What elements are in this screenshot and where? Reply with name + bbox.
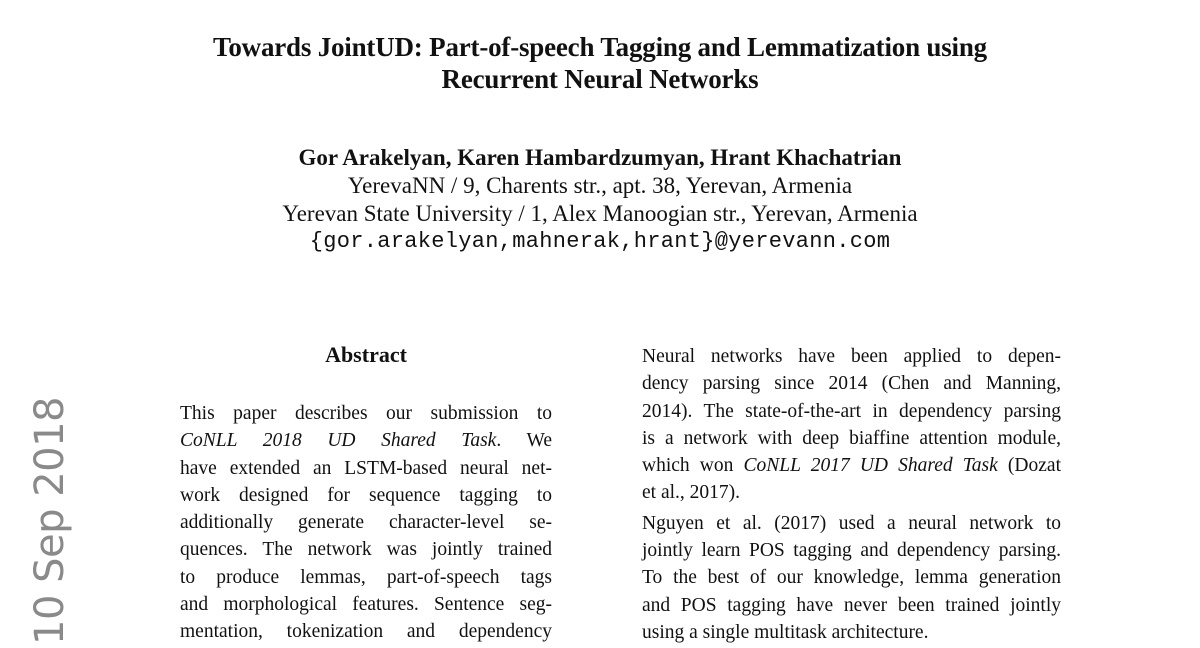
text-run: To the best of our knowledge, lemma generation (642, 567, 1061, 589)
italic-text: CoNLL 2018 UD Shared Task (180, 430, 497, 452)
text-run: and morphological features. Sentence seg- (180, 594, 552, 616)
text-run: 2014). The state-of-the-art in dependency parsing (642, 400, 1061, 422)
text-line (620, 619, 1061, 646)
text-line (180, 400, 552, 427)
text-line (180, 618, 552, 645)
text-line (180, 509, 552, 536)
text-line (620, 537, 1061, 564)
text-line (620, 370, 1061, 397)
text-run: and POS tagging have never been trained jointly (642, 594, 1061, 616)
affiliation-2: Yerevan State University / 1, Alex Manoogian str., Yerevan, Armenia (282, 201, 918, 226)
author-block (0, 144, 1200, 256)
text-line (620, 479, 1061, 506)
text-run: jointly learn POS tagging and dependency parsing. (642, 540, 1061, 562)
text-run: Neural networks have been applied to depen- (642, 346, 1061, 367)
text-line (180, 455, 552, 482)
text-run: (Dozat (997, 455, 1061, 477)
text-line (180, 564, 552, 591)
text-line (180, 427, 552, 454)
introduction-column (620, 343, 1061, 646)
text-line (620, 425, 1061, 452)
text-line (180, 536, 552, 563)
text-run: have extended an LSTM-based neural net- (180, 457, 552, 479)
text-line (180, 591, 552, 618)
text-run: mentation, tokenization and dependency (180, 621, 552, 643)
author-email: {gor.arakelyan,mahnerak,hrant}@yerevann.com (309, 229, 891, 254)
paper-title (0, 31, 1200, 95)
abstract-body (180, 400, 552, 646)
text-line (620, 452, 1061, 479)
arxiv-date-stamp (19, 396, 81, 646)
text-run: This paper describes our submission to (180, 403, 552, 424)
text-line (180, 482, 552, 509)
text-run: using a single multitask architecture. (642, 621, 929, 643)
abstract-heading: Abstract (325, 342, 407, 367)
text-line (620, 398, 1061, 425)
text-run: work designed for sequence tagging to (180, 484, 552, 506)
paper-title-line-1: Towards JointUD: Part-of-speech Tagging and Lemmatization using (213, 32, 987, 62)
intro-paragraph-1 (620, 343, 1061, 507)
text-run: additionally generate character-level se- (180, 512, 552, 534)
text-line (620, 564, 1061, 591)
italic-text: CoNLL 2017 UD Shared Task (743, 455, 998, 477)
text-line (620, 510, 1061, 537)
paper-title-line-2: Recurrent Neural Networks (441, 64, 759, 94)
text-run: Nguyen et al. (2017) used a neural network to (642, 512, 1061, 534)
arxiv-date-text: 10 Sep 2018 (27, 396, 74, 646)
text-run: to produce lemmas, part-of-speech tags (180, 566, 552, 588)
author-names: Gor Arakelyan, Karen Hambardzumyan, Hrant Khachatrian (298, 145, 902, 170)
text-run: dency parsing since 2014 (Chen and Manning, (642, 373, 1061, 395)
text-run: . We (496, 430, 552, 452)
text-run: quences. The network was jointly trained (180, 539, 552, 561)
abstract-paragraph (180, 400, 552, 646)
text-line (620, 592, 1061, 619)
affiliation-1: YerevaNN / 9, Charents str., apt. 38, Yerevan, Armenia (347, 173, 853, 198)
intro-paragraph-2 (620, 510, 1061, 646)
text-run: is a network with deep biaffine attention module, (642, 427, 1061, 449)
text-line (620, 343, 1061, 370)
text-run: which won (642, 455, 744, 477)
text-run: et al., 2017). (642, 482, 741, 504)
